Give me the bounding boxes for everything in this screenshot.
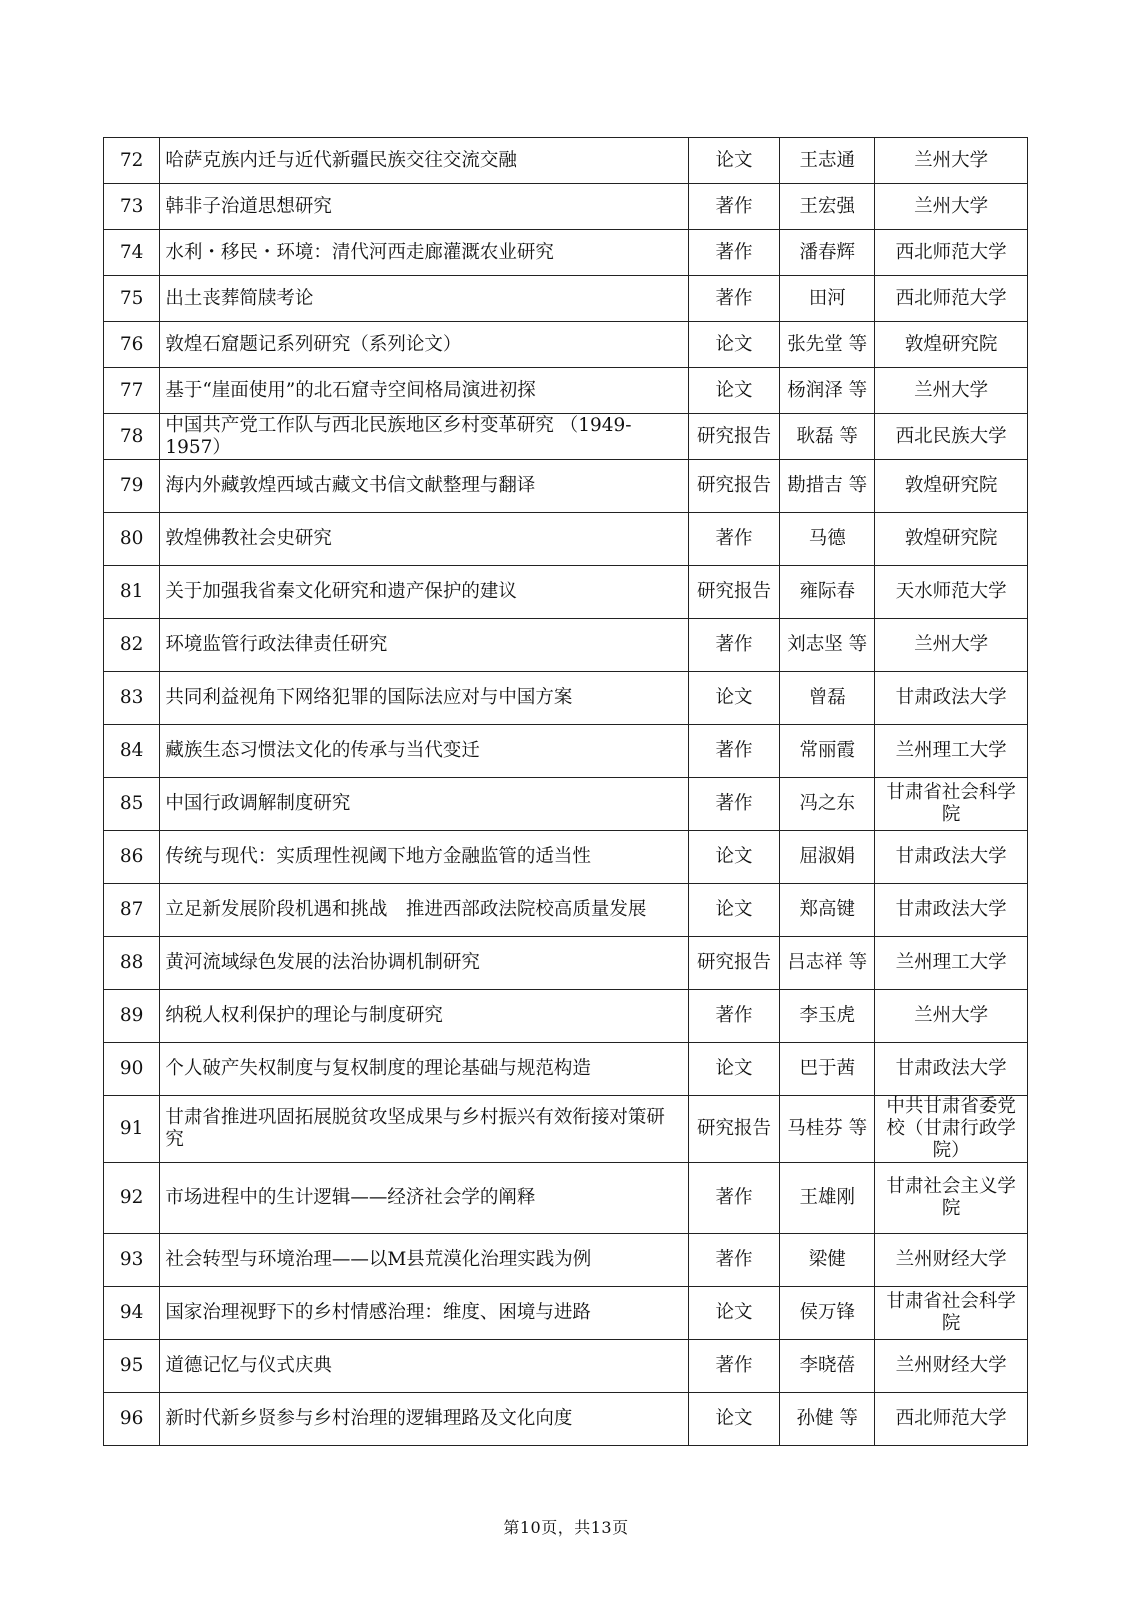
row-title: 中国共产党工作队与西北民族地区乡村变革研究 （1949-1957） (160, 414, 689, 460)
row-unit: 天水师范大学 (875, 566, 1028, 619)
row-unit: 兰州大学 (875, 990, 1028, 1043)
page-footer: 第10页，共13页 (503, 1518, 629, 1537)
table-row (104, 414, 1028, 460)
row-type: 论文 (688, 322, 779, 368)
row-title: 社会转型与环境治理——以M县荒漠化治理实践为例 (160, 1234, 689, 1287)
row-type: 论文 (688, 1287, 779, 1340)
table-row (104, 1096, 1028, 1163)
row-author: 李晓蓓 (780, 1340, 875, 1393)
row-unit: 甘肃政法大学 (875, 672, 1028, 725)
row-number: 77 (104, 368, 160, 414)
table-row (104, 566, 1028, 619)
row-unit: 中共甘肃省委党校（甘肃行政学院） (875, 1096, 1028, 1163)
row-number: 82 (104, 619, 160, 672)
row-author: 王宏强 (780, 184, 875, 230)
row-title: 国家治理视野下的乡村情感治理：维度、困境与进路 (160, 1287, 689, 1340)
row-number: 73 (104, 184, 160, 230)
row-number: 80 (104, 513, 160, 566)
row-number: 95 (104, 1340, 160, 1393)
table-row (104, 1163, 1028, 1234)
row-number: 75 (104, 276, 160, 322)
row-number: 88 (104, 937, 160, 990)
row-author: 侯万锋 (780, 1287, 875, 1340)
row-title: 敦煌佛教社会史研究 (160, 513, 689, 566)
row-title: 基于“崖面使用”的北石窟寺空间格局演进初探 (160, 368, 689, 414)
table-row (104, 230, 1028, 276)
row-number: 78 (104, 414, 160, 460)
row-author: 屈淑娟 (780, 831, 875, 884)
row-unit: 甘肃省社会科学院 (875, 778, 1028, 831)
table-row (104, 138, 1028, 184)
row-unit: 甘肃政法大学 (875, 884, 1028, 937)
table-row (104, 990, 1028, 1043)
row-number: 85 (104, 778, 160, 831)
row-title: 海内外藏敦煌西域古藏文书信文献整理与翻译 (160, 460, 689, 513)
table-row (104, 460, 1028, 513)
table-row (104, 1043, 1028, 1096)
row-author: 李玉虎 (780, 990, 875, 1043)
table-row (104, 322, 1028, 368)
row-number: 87 (104, 884, 160, 937)
row-title: 立足新发展阶段机遇和挑战 推进西部政法院校高质量发展 (160, 884, 689, 937)
row-number: 81 (104, 566, 160, 619)
row-title: 敦煌石窟题记系列研究（系列论文） (160, 322, 689, 368)
table-row (104, 1287, 1028, 1340)
row-unit: 甘肃社会主义学院 (875, 1163, 1028, 1234)
row-title: 关于加强我省秦文化研究和遗产保护的建议 (160, 566, 689, 619)
row-type: 著作 (688, 1163, 779, 1234)
row-number: 90 (104, 1043, 160, 1096)
row-unit: 兰州理工大学 (875, 937, 1028, 990)
row-number: 76 (104, 322, 160, 368)
row-type: 论文 (688, 831, 779, 884)
row-unit: 兰州大学 (875, 184, 1028, 230)
row-unit: 西北师范大学 (875, 276, 1028, 322)
row-author: 张先堂 等 (780, 322, 875, 368)
row-author: 雍际春 (780, 566, 875, 619)
table-row (104, 884, 1028, 937)
table-row (104, 368, 1028, 414)
table-row (104, 725, 1028, 778)
row-title: 中国行政调解制度研究 (160, 778, 689, 831)
table-row (104, 937, 1028, 990)
row-title: 新时代新乡贤参与乡村治理的逻辑理路及文化向度 (160, 1393, 689, 1446)
row-title: 道德记忆与仪式庆典 (160, 1340, 689, 1393)
row-number: 86 (104, 831, 160, 884)
row-unit: 甘肃省社会科学院 (875, 1287, 1028, 1340)
row-unit: 兰州大学 (875, 619, 1028, 672)
row-number: 79 (104, 460, 160, 513)
row-author: 马桂芬 等 (780, 1096, 875, 1163)
table-row (104, 513, 1028, 566)
row-author: 耿磊 等 (780, 414, 875, 460)
table-row (104, 619, 1028, 672)
row-type: 研究报告 (688, 1096, 779, 1163)
row-number: 84 (104, 725, 160, 778)
row-type: 著作 (688, 513, 779, 566)
row-author: 巴于茜 (780, 1043, 875, 1096)
row-title: 出土丧葬简牍考论 (160, 276, 689, 322)
row-title: 黄河流域绿色发展的法治协调机制研究 (160, 937, 689, 990)
row-title: 纳税人权利保护的理论与制度研究 (160, 990, 689, 1043)
table-row (104, 276, 1028, 322)
row-author: 梁健 (780, 1234, 875, 1287)
row-unit: 兰州财经大学 (875, 1234, 1028, 1287)
row-type: 著作 (688, 184, 779, 230)
row-title: 藏族生态习惯法文化的传承与当代变迁 (160, 725, 689, 778)
row-author: 常丽霞 (780, 725, 875, 778)
row-number: 94 (104, 1287, 160, 1340)
row-type: 著作 (688, 230, 779, 276)
table-row (104, 831, 1028, 884)
row-unit: 甘肃政法大学 (875, 1043, 1028, 1096)
row-author: 勘措吉 等 (780, 460, 875, 513)
row-type: 著作 (688, 725, 779, 778)
row-author: 潘春辉 (780, 230, 875, 276)
row-unit: 兰州大学 (875, 138, 1028, 184)
row-author: 马德 (780, 513, 875, 566)
row-unit: 西北民族大学 (875, 414, 1028, 460)
row-type: 著作 (688, 276, 779, 322)
row-type: 论文 (688, 1043, 779, 1096)
row-unit: 西北师范大学 (875, 230, 1028, 276)
row-type: 著作 (688, 619, 779, 672)
awards-table (103, 137, 1028, 1446)
row-title: 韩非子治道思想研究 (160, 184, 689, 230)
row-unit: 兰州大学 (875, 368, 1028, 414)
row-author: 孙健 等 (780, 1393, 875, 1446)
row-number: 83 (104, 672, 160, 725)
row-title: 哈萨克族内迁与近代新疆民族交往交流交融 (160, 138, 689, 184)
row-type: 研究报告 (688, 566, 779, 619)
row-unit: 敦煌研究院 (875, 460, 1028, 513)
row-type: 论文 (688, 1393, 779, 1446)
table-row (104, 1340, 1028, 1393)
row-number: 96 (104, 1393, 160, 1446)
row-type: 论文 (688, 672, 779, 725)
row-number: 89 (104, 990, 160, 1043)
row-author: 刘志坚 等 (780, 619, 875, 672)
row-author: 吕志祥 等 (780, 937, 875, 990)
row-type: 著作 (688, 1340, 779, 1393)
row-unit: 兰州理工大学 (875, 725, 1028, 778)
row-unit: 敦煌研究院 (875, 513, 1028, 566)
table-row (104, 184, 1028, 230)
row-unit: 甘肃政法大学 (875, 831, 1028, 884)
row-number: 92 (104, 1163, 160, 1234)
row-author: 曾磊 (780, 672, 875, 725)
row-author: 王雄刚 (780, 1163, 875, 1234)
row-unit: 兰州财经大学 (875, 1340, 1028, 1393)
table-row (104, 672, 1028, 725)
row-title: 水利・移民・环境：清代河西走廊灌溉农业研究 (160, 230, 689, 276)
row-number: 91 (104, 1096, 160, 1163)
row-title: 传统与现代：实质理性视阈下地方金融监管的适当性 (160, 831, 689, 884)
row-title: 个人破产失权制度与复权制度的理论基础与规范构造 (160, 1043, 689, 1096)
row-author: 冯之东 (780, 778, 875, 831)
row-type: 研究报告 (688, 460, 779, 513)
row-title: 市场进程中的生计逻辑——经济社会学的阐释 (160, 1163, 689, 1234)
row-author: 王志通 (780, 138, 875, 184)
row-title: 环境监管行政法律责任研究 (160, 619, 689, 672)
row-type: 论文 (688, 368, 779, 414)
row-number: 93 (104, 1234, 160, 1287)
table-row (104, 1234, 1028, 1287)
table-row (104, 778, 1028, 831)
row-author: 田河 (780, 276, 875, 322)
row-number: 72 (104, 138, 160, 184)
row-type: 研究报告 (688, 937, 779, 990)
row-author: 郑高键 (780, 884, 875, 937)
row-number: 74 (104, 230, 160, 276)
table-body (104, 138, 1028, 1446)
row-unit: 敦煌研究院 (875, 322, 1028, 368)
row-type: 论文 (688, 138, 779, 184)
row-unit: 西北师范大学 (875, 1393, 1028, 1446)
row-title: 甘肃省推进巩固拓展脱贫攻坚成果与乡村振兴有效衔接对策研究 (160, 1096, 689, 1163)
row-type: 著作 (688, 1234, 779, 1287)
row-type: 著作 (688, 990, 779, 1043)
row-type: 研究报告 (688, 414, 779, 460)
row-type: 著作 (688, 778, 779, 831)
table-row (104, 1393, 1028, 1446)
row-author: 杨润泽 等 (780, 368, 875, 414)
row-type: 论文 (688, 884, 779, 937)
row-title: 共同利益视角下网络犯罪的国际法应对与中国方案 (160, 672, 689, 725)
